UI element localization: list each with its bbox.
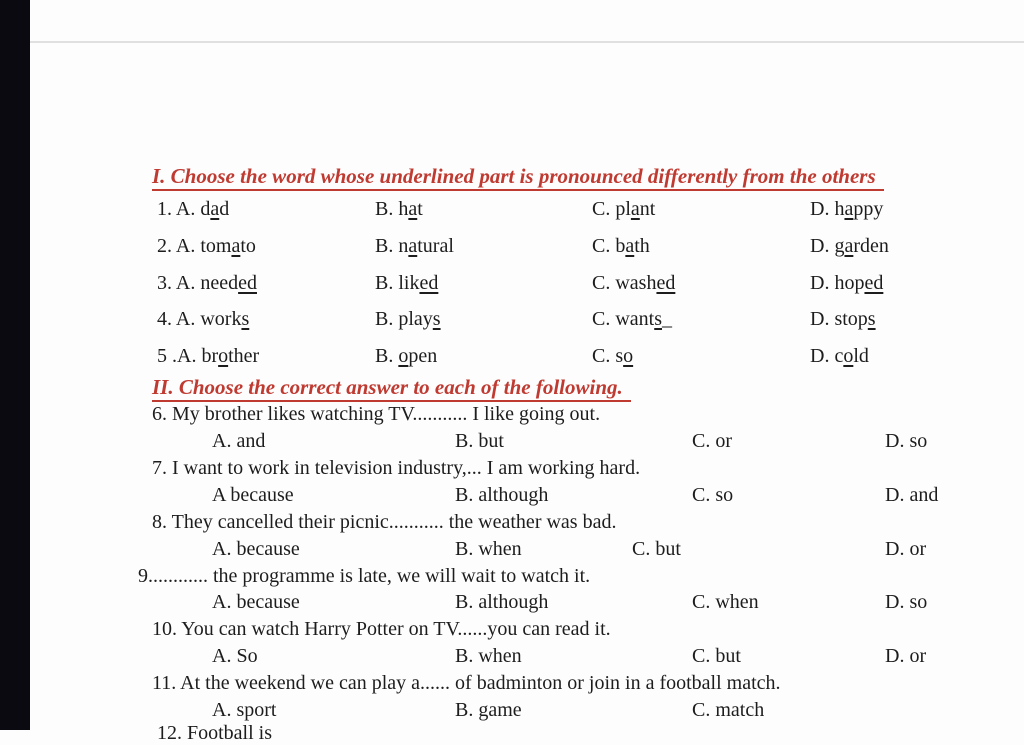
- option-d: D. and: [885, 484, 939, 506]
- option-text: 3. A. need: [157, 272, 239, 294]
- option-text: B.: [375, 345, 399, 367]
- left-edge-bar: [0, 0, 30, 730]
- question-7-stem: 7. I want to work in television industry,... I am working hard.: [152, 457, 641, 479]
- option-cell: [375, 344, 437, 368]
- option-b: B. but: [455, 430, 504, 452]
- underlined-letter: o: [218, 345, 229, 367]
- option-cell: [810, 344, 869, 368]
- option-cell: [375, 307, 441, 331]
- underlined-letter: o: [398, 345, 409, 367]
- option-cell: [592, 271, 675, 295]
- question-6-stem: 6. My brother likes watching TV........... I like going out.: [152, 403, 601, 425]
- option-text: t: [417, 198, 423, 220]
- option-b: B. although: [455, 484, 549, 506]
- option-text: C. s: [592, 345, 624, 367]
- question-11-options: [30, 698, 1024, 722]
- question-11-stem: 11. At the weekend we can play a...... of badminton or join in a football match.: [152, 672, 781, 694]
- option-b: B. although: [455, 591, 549, 613]
- option-text: 2. A. tom: [157, 235, 232, 257]
- option-cell: [375, 197, 423, 221]
- option-text: 4. A. work: [157, 308, 242, 330]
- option-cell: [810, 197, 883, 221]
- option-cell: [157, 234, 256, 258]
- underlined-letter: a: [630, 198, 640, 220]
- underlined-letter: a: [231, 235, 241, 257]
- option-text: B. h: [375, 198, 409, 220]
- option-c: C. so: [692, 484, 734, 506]
- option-text: rden: [853, 235, 889, 257]
- option-text: to: [240, 235, 256, 257]
- option-text: 1. A. d: [157, 198, 211, 220]
- question-row-2: [30, 234, 1024, 258]
- option-text: d: [219, 198, 230, 220]
- option-c: C. when: [692, 591, 759, 613]
- underlined-letter: a: [210, 198, 220, 220]
- section2-heading: [152, 375, 631, 402]
- option-cell: [592, 234, 650, 258]
- option-text: C. b: [592, 235, 626, 257]
- option-a: A. sport: [212, 699, 277, 721]
- underlined-letter: ed: [864, 272, 884, 294]
- option-d: D. or: [885, 538, 927, 560]
- option-c: C. but: [632, 538, 681, 560]
- option-b: B. when: [455, 645, 522, 667]
- question-6-options: [30, 429, 1024, 453]
- question-10-stem: 10. You can watch Harry Potter on TV......you can read it.: [152, 618, 611, 640]
- question-8-stem: 8. They cancelled their picnic........... the weather was bad.: [152, 511, 617, 533]
- question-12-partial-line: 12. Football is: [157, 722, 273, 744]
- underlined-letter: a: [844, 198, 854, 220]
- option-cell: [810, 307, 876, 331]
- underlined-letter: s: [654, 308, 663, 330]
- option-text: D. h: [810, 198, 845, 220]
- option-text: D. hop: [810, 272, 865, 294]
- underlined-letter: s: [241, 308, 250, 330]
- underlined-letter: s: [867, 308, 876, 330]
- option-text: B. lik: [375, 272, 420, 294]
- question-row-3: [30, 271, 1024, 295]
- option-d: D. so: [885, 430, 928, 452]
- option-a: A. because: [212, 591, 300, 613]
- option-text: C. want: [592, 308, 655, 330]
- option-b: B. when: [455, 538, 522, 560]
- section1-heading-text: I. Choose the word whose underlined part is pronounced differently from the others: [152, 164, 884, 191]
- option-text: B. n: [375, 235, 409, 257]
- option-text: th: [634, 235, 650, 257]
- option-text: 5 .A. br: [157, 345, 219, 367]
- underlined-letter: o: [623, 345, 634, 367]
- option-cell: [157, 344, 259, 368]
- question-10-options: [30, 644, 1024, 668]
- option-a: A. and: [212, 430, 266, 452]
- option-a: A because: [212, 484, 294, 506]
- option-cell: [592, 307, 672, 331]
- underlined-letter: a: [408, 235, 418, 257]
- option-a: A. because: [212, 538, 300, 560]
- option-cell: [375, 234, 454, 258]
- option-text: C. wash: [592, 272, 657, 294]
- option-text: nt: [639, 198, 656, 220]
- scanned-test-page: [30, 0, 1024, 744]
- option-d: D. or: [885, 645, 927, 667]
- option-text: pen: [408, 345, 438, 367]
- question-7-options: [30, 483, 1024, 507]
- question-8-options: [30, 537, 1024, 561]
- option-cell: [375, 271, 438, 295]
- option-cell: [592, 197, 655, 221]
- question-row-5: [30, 344, 1024, 368]
- option-text: ther: [228, 345, 260, 367]
- option-c: C. but: [692, 645, 741, 667]
- option-text: B. play: [375, 308, 433, 330]
- option-c: C. match: [692, 699, 765, 721]
- option-text: D. stop: [810, 308, 868, 330]
- option-b: B. game: [455, 699, 522, 721]
- underlined-letter: o: [843, 345, 854, 367]
- underlined-letter: a: [844, 235, 854, 257]
- option-a: A. So: [212, 645, 258, 667]
- question-row-1: [30, 197, 1024, 221]
- option-text: D. c: [810, 345, 844, 367]
- underlined-letter: ed: [419, 272, 439, 294]
- option-text: C. pl: [592, 198, 631, 220]
- section1-heading: [152, 164, 884, 191]
- section2-heading-text: II. Choose the correct answer to each of the following.: [152, 375, 631, 402]
- option-text: _: [662, 308, 673, 330]
- question-9-stem: 9............ the programme is late, we will wait to watch it.: [138, 565, 591, 587]
- option-cell: [810, 271, 883, 295]
- option-d: D. so: [885, 591, 928, 613]
- question-9-options: [30, 590, 1024, 614]
- option-cell: [810, 234, 889, 258]
- option-cell: [592, 344, 633, 368]
- underlined-letter: a: [408, 198, 418, 220]
- option-text: D. g: [810, 235, 845, 257]
- option-cell: [157, 271, 257, 295]
- option-text: tural: [417, 235, 454, 257]
- underlined-letter: ed: [656, 272, 676, 294]
- question-row-4: [30, 307, 1024, 331]
- underlined-letter: a: [625, 235, 635, 257]
- underlined-letter: ed: [238, 272, 257, 294]
- option-text: ld: [853, 345, 869, 367]
- option-text: ppy: [853, 198, 884, 220]
- option-cell: [157, 307, 249, 331]
- option-cell: [157, 197, 229, 221]
- option-c: C. or: [692, 430, 732, 452]
- underlined-letter: s: [432, 308, 441, 330]
